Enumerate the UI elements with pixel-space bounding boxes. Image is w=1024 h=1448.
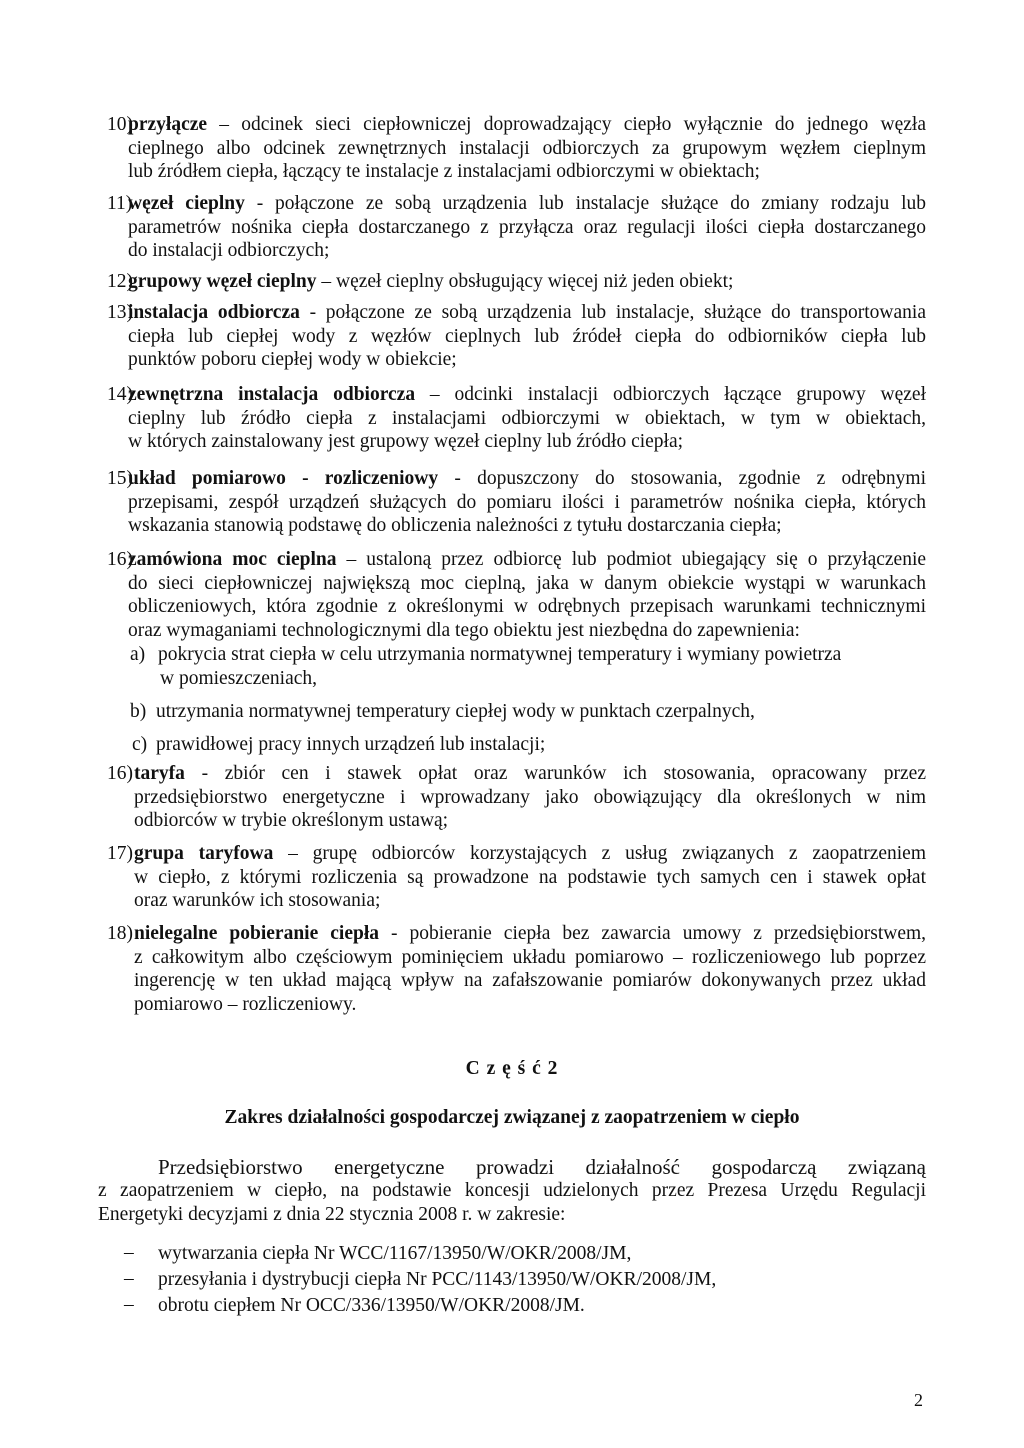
term: nielegalne pobieranie ciepła [134, 923, 379, 944]
item-number: 12) [107, 271, 133, 292]
definition-item: węzeł cieplny - połączone ze sobą urządzenia lub instalacje służące do zmiany rodzaju lub parametrów nośnika ciepła dostarczanego z przyłącza oraz regulacji ilości ciepła dostarczanego do instalacji odbiorczych; [128, 193, 926, 262]
definition-item: zamówiona moc cieplna – ustaloną przez odbiorcę lub podmiot ubiegający się o przyłączenie do sieci ciepłowniczej największą moc cieplną, jaka w danym obiekcie wystąpi w warunkach obliczeniowych, która zgodnie z określonymi w odrębnych przepisach warunkami technicznymi oraz wymaganiami technologicznymi dla tego obiektu jest niezbędna do zapewnienia: [128, 549, 927, 641]
item-number: 16) [107, 549, 133, 570]
subitem-label: b) [130, 701, 147, 722]
item-number: 18) [107, 923, 133, 944]
definition-item: nielegalne pobieranie ciepła - pobieranie ciepła bez zawarcia umowy z przedsiębiorstwem, z całkowitym albo częściowym pominięciem układu pomiarowo – rozliczeniowego lub poprzez ingerencję w ten układ mającą wpływ na zafałszowanie pomiarów dokonywanych przez układ pomiarowo – rozliczeniowy. [134, 923, 927, 1015]
item-number: 11) [107, 193, 133, 214]
term: przyłącze [128, 114, 208, 135]
definition-item: zewnętrzna instalacja odbiorcza – odcinki instalacji odbiorczych łączące grupowy węzeł cieplny lub źródło ciepła z instalacjami odbiorczymi w obiektach, w tym w obiektach, w których zainstalowany jest grupowy węzeł cieplny lub źródło ciepła; [128, 384, 926, 453]
item-number: 14) [107, 384, 133, 405]
license-bullet: wytwarzania ciepła Nr WCC/1167/13950/W/OKR/2008/JM, [158, 1243, 632, 1264]
definition-item: układ pomiarowo - rozliczeniowy - dopuszczony do stosowania, zgodnie z odrębnymi przepisami, zespół urządzeń służących do pomiaru ilości i parametrów nośnika ciepła, których wskazania stanowią podstawę do obliczenia należności z tytułu dostarczania ciepła; [128, 468, 926, 537]
definition-item: grupa taryfowa – grupę odbiorców korzystających z usług związanych z zaopatrzeniem w ciepło, z którymi rozliczenia są prowadzone na podstawie tych samych cen i stawek opłat oraz warunków ich stosowania; [134, 843, 926, 912]
section-part-title: C z ę ś ć 2 [465, 1058, 559, 1079]
item-number: 15) [107, 468, 133, 489]
subitem: pokrycia strat ciepła w celu utrzymania normatywnej temperatury i wymiany powietrza w pomieszczeniach, [158, 644, 842, 689]
subitem-label: a) [130, 644, 146, 665]
dash-bullet: – [124, 1268, 134, 1289]
term: układ pomiarowo - rozliczeniowy [128, 468, 439, 489]
subitem-label: c) [132, 734, 148, 755]
term: zewnętrzna instalacja odbiorcza [128, 384, 416, 405]
item-number: 17) [107, 843, 133, 864]
page-number: 2 [914, 1390, 923, 1410]
subitem: utrzymania normatywnej temperatury ciepłej wody w punktach czerpalnych, [156, 701, 755, 722]
term: grupa taryfowa [134, 843, 274, 864]
term: instalacja odbiorcza [128, 302, 300, 323]
license-bullet: obrotu ciepłem Nr OCC/336/13950/W/OKR/2008/JM. [158, 1295, 585, 1316]
definition-item: grupowy węzeł cieplny – węzeł cieplny obsługujący więcej niż jeden obiekt; [128, 271, 734, 292]
term: grupowy węzeł cieplny [128, 271, 317, 292]
dash-bullet: – [124, 1294, 134, 1315]
dash-bullet: – [124, 1242, 134, 1263]
license-bullet: przesyłania i dystrybucji ciepła Nr PCC/1143/13950/W/OKR/2008/JM, [158, 1269, 717, 1290]
definition-item: taryfa - zbiór cen i stawek opłat oraz warunków ich stosowania, opracowany przez przedsiębiorstwo energetyczne i wprowadzany jako obowiązujący dla określonych w nim odbiorców w trybie określonym ustawą; [134, 763, 926, 832]
section-heading: Zakres działalności gospodarczej związanej z zaopatrzeniem w ciepło [224, 1107, 800, 1128]
definition-item: instalacja odbiorcza - połączone ze sobą urządzenia lub instalacje, służące do transportowania ciepła lub ciepłej wody z węzłów cieplnych lub źródeł ciepła do odbiorników ciepła lub punktów poboru ciepłej wody w obiekcie; [128, 302, 926, 371]
section-paragraph: Przedsiębiorstwo energetyczne prowadzi działalność gospodarczą związaną z zaopatrzeniem w ciepło, na podstawie koncesji udzielonych przez Prezesa Urzędu Regulacji Energetyki decyzjami z dnia 22 stycznia 2008 r. w zakresie: [98, 1155, 926, 1225]
term: węzeł cieplny [128, 193, 245, 214]
item-number: 13) [107, 302, 133, 323]
term: taryfa [134, 763, 185, 784]
definition-item: przyłącze – odcinek sieci ciepłowniczej doprowadzający ciepło wyłącznie do jednego węzła cieplnego albo odcinek zewnętrznych instalacji odbiorczych za grupowym węzłem cieplnym lub źródłem ciepła, łączący te instalacje z instalacjami odbiorczymi w obiektach; [128, 114, 926, 183]
term: zamówiona moc cieplna [128, 549, 337, 570]
subitem: prawidłowej pracy innych urządzeń lub instalacji; [156, 734, 546, 755]
item-number: 16) [107, 763, 133, 784]
item-number: 10) [107, 114, 133, 135]
